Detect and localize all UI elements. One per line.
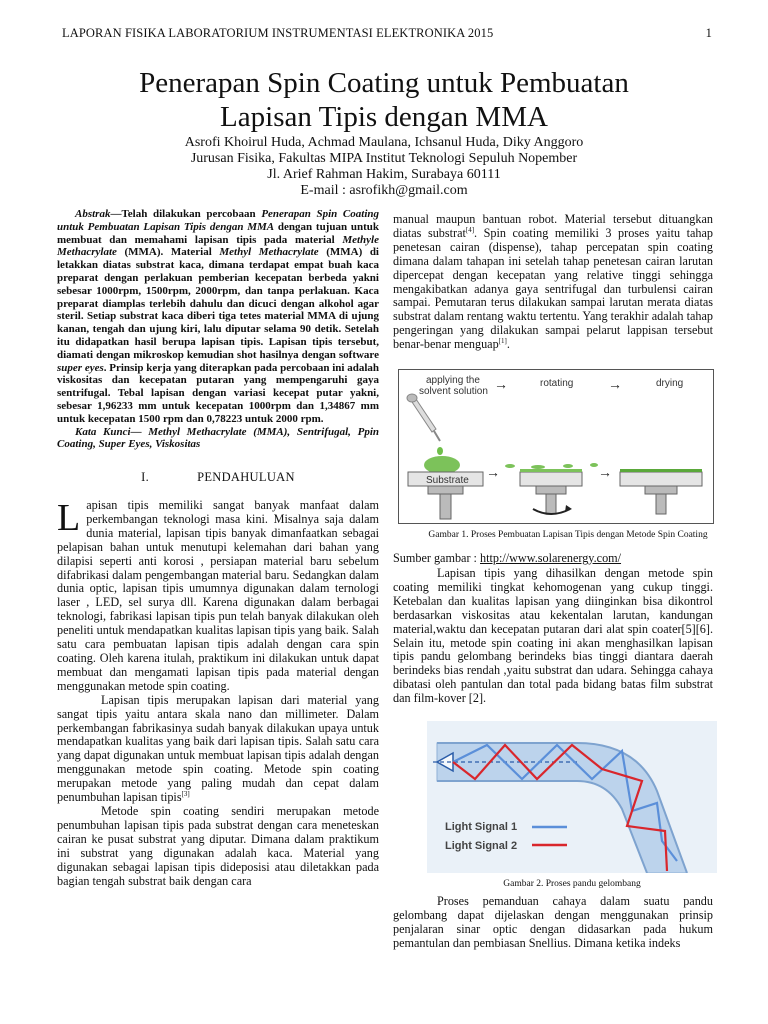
paragraph-text: manual maupun bantuan robot. Material tersebut dituangkan diatas substrat	[393, 212, 713, 240]
abstract-term: Methyl Methacrylate	[219, 246, 319, 259]
paper-title	[0, 66, 768, 134]
paragraph-text: . Spin coating memiliki 3 proses yaitu tahap penetesan cairan (dispense), tahap percepatan spin coating dimana dalam tahapan ini setelah tahap penetesan cairan larutan dipercepat dengan kecepatan yang relative tinggi sehingga mengakibatkan adanya gaya sentrifugal dan turbulensi cairan sampai. Pemutaran terus dilakukan sampai larutan merata diatas substrat dalam rentang waktu tertentu. Yang terakhir adalah tahap pengeringan yang dilakukan sampai pelarut lappisan tersebut benar-benar menguap	[393, 225, 713, 352]
section-number: I.	[141, 470, 150, 485]
citation: [3]	[181, 790, 190, 799]
paragraph-text: apisan tipis memiliki sangat banyak manfaat dalam perkembangan teknologi masa kini. Misalnya saja dalam dunia material, lapisan tipis banyak dimanfaatkan sebagai pelapisan bahan untuk menutupi kelemahan dari bahan yang dilapisi seperti anti korosi , persiapan material baru sebelum difabrikasi dalam pengembangan material baru. Sedangkan dalam dunia optic, lapisan tipis umumnya digunakan dalam ternologi laser , LED, sel surya dll. Karena digunakan dalam berbagai teknologi, fabrikasi lapisan tipis pun telah banyak dilakukan oleh peneliti untuk mendapatkan kualitas lapisan tipis yang baik. Salah satu cara pembuatan lapisan tipis adalah dengan cara spin coating. Oleh karena itulah, praktikum ini dilakukan untuk dapat membuat dan mengamati lapisan tipis pada material dengan menggunakan metode spin coating.	[57, 498, 379, 693]
label-drying: drying	[656, 378, 684, 389]
droplet-icon	[437, 447, 443, 455]
figure-1-source	[393, 552, 713, 566]
legend-label-1: Light Signal 1	[445, 821, 518, 833]
figure-2-caption: Gambar 2. Proses pandu gelombang	[503, 879, 641, 889]
arrow-4-icon: →	[598, 464, 612, 480]
author-address: Jl. Arief Rahman Hakim, Surabaya 60111	[267, 167, 501, 182]
keywords: Kata Kunci— Methyl Methacrylate (MMA), Sentrifugal, Ppin Coating, Super Eyes, Viskositas	[57, 425, 379, 451]
dried-film	[620, 469, 702, 472]
right-paragraph-1: manual maupun bantuan robot. Material tersebut dituangkan diatas substrat[4]. Spin coating memiliki 3 proses yaitu tahap penetesan cairan (dispense), tahap percepatan spin coating dimana dalam tahapan ini setelah tahap penetesan cairan larutan dipercepat dengan kecepatan yang relative tinggi sehingga mengakibatkan adanya gaya sentrifugal dan turbulensi cairan sampai. Pemutaran terus dilakukan sampai larutan merata diatas substrat dalam rentang waktu tertentu. Yang terakhir adalah tahap pengeringan yang dilakukan sampai pelarut lappisan tersebut benar-benar menguap[1].	[393, 212, 713, 352]
right-paragraph-2-block	[393, 567, 713, 706]
author-names: Asrofi Khoirul Huda, Achmad Maulana, Ichsanul Huda, Diky Anggoro	[184, 135, 584, 150]
spindle-1	[440, 494, 451, 519]
legend-label-2: Light Signal 2	[445, 840, 518, 852]
right-paragraph-3-block	[393, 895, 713, 951]
abstract-text: (MMA) di letakkan diatas substrat kaca, dimana terdapat empat buah kaca preparat dengan perlakuan pemberian kecepatan berbeda yakni sebesar 1000rpm, 1500rpm, 2000rpm, dan tanpa perlakuan. Kaca preparat diamplas terlebih dahulu dan dicuci dengan alkohol agar steril. Setiap substrat kaca diberi tiga tetes material MMA di ujung kanan, tengah dan ujung kiri, lalu diputar selama 90 detik. Setelah itu didapatkan hasil berupa lapisan tipis. Lapisan tipis tersebut, diamati dengan mikroskop kemudian shot hasilnya dengan software	[57, 246, 379, 361]
abstract-text: dengan tujuan untuk membuat dan memahami lapisan tipis pada material	[57, 220, 379, 246]
arrow-1-icon: →	[494, 376, 508, 392]
label-solvent: solvent solution	[419, 386, 488, 397]
title-line-1: Penerapan Spin Coating untuk Pembuatan	[139, 67, 629, 99]
title-line-2: Lapisan Tipis dengan MMA	[220, 101, 548, 133]
abstract	[57, 208, 379, 426]
abstract-text: (MMA). Material	[116, 246, 220, 259]
abstract-text: —Telah dilakukan percobaan	[110, 208, 262, 220]
spread-film	[520, 469, 582, 472]
source-link[interactable]: http://www.solarenergy.com/	[480, 551, 622, 565]
figure-2-waveguide	[427, 721, 717, 873]
running-title: LAPORAN FISIKA LABORATORIUM INSTRUMENTASI ELEKTRONIKA 2015	[62, 26, 494, 40]
page-number: 1	[705, 26, 712, 40]
section-title: PENDAHULUAN	[197, 470, 295, 485]
left-column	[57, 208, 379, 888]
abstract-term: super eyes	[57, 361, 104, 374]
chuck-2	[536, 486, 566, 494]
arrow-2-icon: →	[608, 376, 622, 392]
citation: [1]	[498, 337, 507, 346]
right-paragraph-3: Proses pemanduan cahaya dalam suatu pandu gelombang dapat dijelaskan dengan menggunakan prinsip penjalaran sinar optic dengan didasarkan pada hukum pemantulan dan pembiasan Snellius. Dimana ketika indeks	[393, 894, 713, 950]
substrate-3	[620, 472, 702, 486]
section-heading	[57, 471, 379, 485]
drop-cap: L	[57, 497, 81, 540]
chuck-3	[645, 486, 677, 494]
right-column	[393, 213, 713, 352]
label-substrate: Substrate	[426, 475, 469, 486]
source-label: Sumber gambar :	[393, 551, 480, 565]
chuck-1	[428, 486, 463, 494]
author-block	[0, 135, 768, 199]
abstract-term: Penerapan Spin Coating untuk Pembuatan Lapisan Tipis dengan MMA	[57, 208, 379, 233]
label-applying: applying the	[426, 375, 480, 386]
solution-blob	[424, 456, 460, 474]
citation: [4]	[465, 225, 475, 234]
figure-1-caption: Gambar 1. Proses Pembuatan Lapisan Tipis dengan Metode Spin Coating	[428, 530, 708, 540]
right-paragraph-2: Lapisan tipis yang dihasilkan dengan metode spin coating memiliki tingkat kehomogenan yang cukup tinggi. Ketebalan dan kualitas lapisan yang diinginkan bisa dikontrol berdasarkan viskositas atau kekentalan larutan, kandungan material,waktu dan kecepatan putaran dari alat spin coater[5][6]. Selain itu, metode spin coating ini akan menghasilkan lapisan tipis pandu gelombang berindeks bias tinggi diantara daerah berindeks bias rendah ,yaitu substrat dan udara. Sehingga cahaya dibatasi oleh pantulan dan total pada bidang batas film substrat dan film-kover [2].	[393, 566, 713, 706]
substrate-2	[520, 472, 582, 486]
intro-paragraph-1	[57, 499, 379, 694]
spindle-3	[656, 494, 666, 514]
author-affiliation: Jurusan Fisika, Fakultas MIPA Institut Teknologi Sepuluh Nopember	[190, 151, 578, 166]
abstract-text: . Prinsip kerja yang diterapkan pada percobaan ini adalah viskositas dan kecepatan putaran yang mempengaruhi gaya sentrifugal. Tebal lapisan dengan variasi kecepat putar yakni, sebesar 1,96233 mm untuk kecepatan 1000rpm dan 1,34867 mm untuk kecepatan 1500 rpm dan 0,78223 untuk 2000 rpm.	[57, 361, 379, 425]
author-email: E-mail : asrofikh@gmail.com	[300, 183, 468, 198]
abstract-label: Abstrak	[75, 208, 111, 220]
spindle-2	[546, 494, 556, 514]
abstract-term: Methyle Methacrylate	[57, 233, 379, 259]
figure-1-spin-coating	[398, 369, 714, 524]
intro-paragraph-3: Metode spin coating sendiri merupakan metode penumbuhan lapisan tipis pada substrat dengan cara meneteskan cairan ke pusat substrat yang diputar. Dimana dalam praktikum ini substrat yang digunakan adalah kaca. Material yang digunakan sebagai lapisan tipis dideposisi atau diletakkan pada bagian tengah substrat baik dengan cara	[57, 803, 379, 888]
paragraph-text: Lapisan tipis merupakan lapisan dari material yang sangat tipis yaitu antara skala nano dan millimeter. Dalam perkembangan fabrikasinya sudah banyak dilakukan upaya untuk mendapatkan kualitas yang baik dari lapisan tipis. Salah satu cara yang dapat digunakan untuk membuat lapisan tipis adalah dengan menggunakan metode spin coating. Metode spin coating merupakan metode yang paling mudah dan cepat dalam penumbuhan lapisan tipis	[57, 692, 379, 805]
intro-paragraph-2	[57, 694, 379, 805]
arrow-3-icon: →	[486, 464, 500, 480]
running-header	[62, 26, 712, 41]
label-rotating: rotating	[540, 378, 574, 389]
